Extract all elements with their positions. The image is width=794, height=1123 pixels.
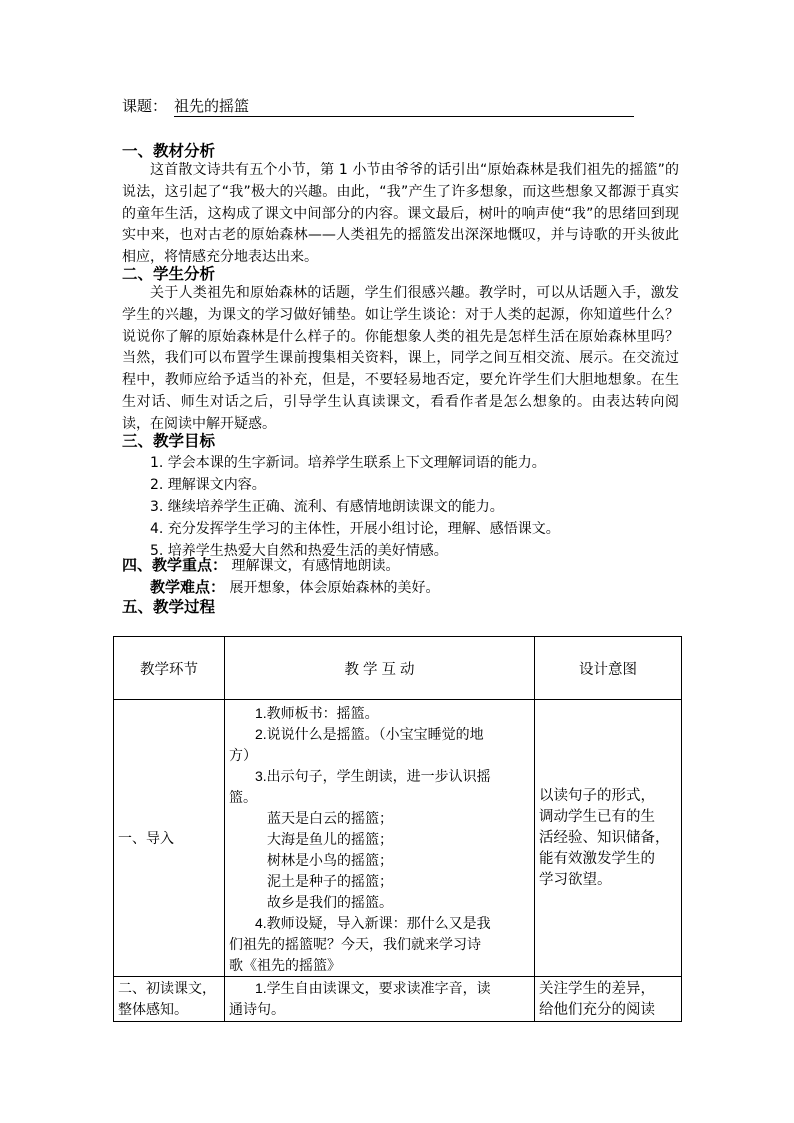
header-intent: 设计意图	[535, 637, 682, 700]
step-line: 篮。	[229, 789, 257, 805]
title-underline	[174, 116, 634, 117]
key-point-text: 理解课文，有感情地朗读。	[231, 558, 400, 574]
difficulty-text: 展开想象，体会原始森林的美好。	[229, 580, 440, 596]
difficulty-line	[150, 577, 439, 599]
goal-item: 4. 充分发挥学生学习的主体性，开展小组讨论，理解、感悟课文。	[150, 521, 560, 537]
step-line: 1.教师板书：摇篮。	[255, 705, 379, 721]
intent-line: 能有效激发学生的	[539, 850, 655, 867]
intent-line: 给他们充分的阅读	[539, 1002, 655, 1018]
step-line: 们祖先的摇篮呢？今天，我们就来学习诗	[229, 936, 481, 952]
header-interaction: 教 学 互 动	[225, 637, 535, 700]
stage-cell: 一、导入	[114, 700, 225, 977]
goal-item: 5. 培养学生热爱大自然和热爱生活的美好情感。	[150, 543, 448, 559]
intent-line: 以读句子的形式，	[539, 787, 655, 804]
intent-line: 调动学生已有的生	[539, 808, 655, 825]
section-heading-students: 二、学生分析	[122, 265, 216, 283]
poem-line: 泥土是种子的摇篮；	[267, 873, 393, 889]
section-heading-goals: 三、教学目标	[122, 432, 216, 450]
intent-cell	[535, 700, 682, 977]
key-point-line	[122, 555, 399, 577]
table-row	[114, 977, 682, 1022]
goal-item: 3. 继续培养学生正确、流利、有感情地朗读课文的能力。	[150, 499, 504, 515]
table-header-row	[114, 637, 682, 700]
table-row	[114, 700, 682, 977]
interaction-cell	[225, 700, 535, 977]
poem-line: 故乡是我们的摇篮。	[267, 894, 393, 910]
interaction-cell	[225, 977, 535, 1022]
poem-line: 树林是小鸟的摇篮；	[267, 852, 393, 868]
stage-line: 整体感知。	[118, 1001, 188, 1017]
poem-line: 大海是鱼儿的摇篮；	[267, 831, 393, 847]
materials-analysis-paragraph: 这首散文诗共有五个小节，第 1 小节由爷爷的话引出“原始森林是我们祖先的摇篮”的说法，这引起了“我”极大的兴趣。由此，“我”产生了许多想象，而这些想象又都源于真实的童年生活，这构成了课文中间部分的内容。课文最后，树叶的响声使“我”的思绪回到现实中来，也对古老的原始森林——人类祖先的摇篮发出深深地慨叹，并与诗歌的开头彼此相应，将情感充分地表达出来。	[122, 162, 679, 266]
header-stage: 教学环节	[114, 637, 225, 700]
stage-cell	[114, 977, 225, 1022]
step-line: 4.教师设疑，导入新课：那什么又是我	[255, 915, 491, 931]
intent-line: 活经验、知识储备，	[539, 829, 670, 846]
step-line: 3.出示句子，学生朗读，进一步认识摇	[255, 768, 491, 784]
lesson-title-row	[122, 96, 634, 118]
step-line: 方）	[229, 747, 257, 763]
goal-item: 2. 理解课文内容。	[150, 477, 266, 493]
step-line: 1.学生自由读课文，要求读准字音，读	[255, 980, 491, 996]
stage-line: 二、初读课文，	[118, 980, 216, 996]
teaching-goals-list	[150, 452, 560, 562]
intent-line: 关注学生的差异，	[539, 981, 655, 997]
poem-line: 蓝天是白云的摇篮；	[267, 810, 393, 826]
lesson-title: 祖先的摇篮	[174, 97, 250, 115]
difficulty-label: 教学难点：	[150, 578, 226, 596]
goal-item: 1. 学会本课的生字新词。培养学生联系上下文理解词语的能力。	[150, 455, 546, 471]
lesson-title-label: 课题：	[122, 97, 168, 115]
step-line: 通诗句。	[229, 1001, 285, 1017]
section-heading-process: 五、教学过程	[122, 598, 216, 616]
intent-line: 学习欲望。	[539, 871, 612, 888]
student-analysis-paragraph: 关于人类祖先和原始森林的话题，学生们很感兴趣。教学时，可以从话题入手，激发学生的兴趣，为课文的学习做好铺垫。如让学生谈论：对于人类的起源，你知道些什么？说说你了解的原始森林是什么样子的。你能想象人类的祖先是怎样生活在原始森林里吗？当然，我们可以布置学生课前搜集相关资料，课上，同学之间互相交流、展示。在交流过程中，教师应给予适当的补充，但是，不要轻易地否定，要允许学生们大胆地想象。在生生对话、师生对话之后，引导学生认真读课文，看看作者是怎么想象的。由表达转向阅读，在阅读中解开疑惑。	[122, 285, 679, 432]
key-point-label: 四、教学重点：	[122, 556, 228, 574]
intent-cell	[535, 977, 682, 1022]
teaching-process-table	[113, 636, 682, 1022]
step-line: 歌《祖先的摇篮》	[229, 957, 341, 973]
section-heading-materials: 一、教材分析	[122, 142, 216, 160]
step-line: 2.说说什么是摇篮。（小宝宝睡觉的地	[255, 726, 484, 742]
